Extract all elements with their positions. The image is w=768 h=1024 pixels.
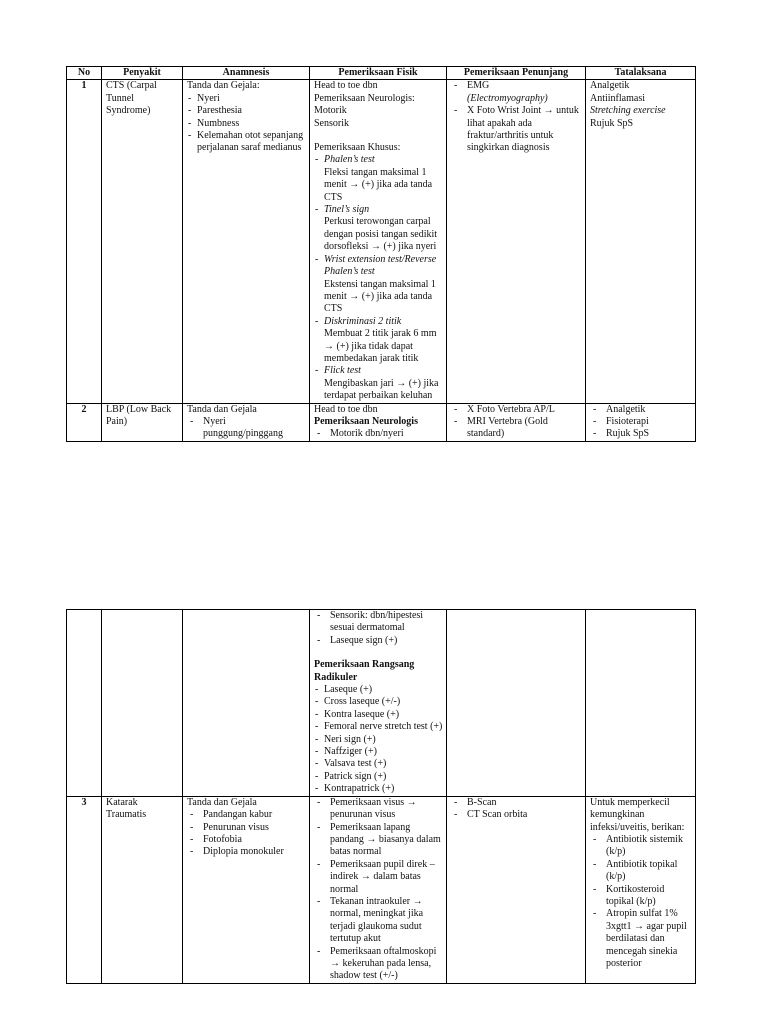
section-heading: Pemeriksaan Rangsang Radikuler <box>314 659 415 683</box>
special-test-item <box>314 204 443 254</box>
list-item: - Kontrapatrick (+) <box>314 783 443 795</box>
test-description: Mengibaskan jari → (+) jika terdapat perbaikan keluhan <box>324 377 439 402</box>
text-line: Stretching exercise <box>590 105 666 117</box>
pemeriksaan-fisik-cell <box>310 80 447 403</box>
tatalaksana-cell <box>586 796 696 983</box>
list-item: - Numbness <box>187 118 306 130</box>
exam-list <box>314 610 443 647</box>
row-number: 1 <box>67 80 102 403</box>
list-item <box>451 80 582 105</box>
exam-list <box>314 428 443 440</box>
text-line: Head to toe dbn <box>314 80 378 92</box>
list-item: - Motorik dbn/nyeri <box>314 428 443 440</box>
text-line: Analgetik <box>590 80 630 92</box>
list-item: - Nyeri punggung/pinggang <box>187 416 306 441</box>
list-item: - Diplopia monokuler <box>187 846 306 858</box>
pemeriksaan-penunjang-cell <box>447 796 586 983</box>
symptom-list <box>187 809 306 859</box>
pemeriksaan-penunjang-cell <box>447 80 586 403</box>
symptom-list <box>187 416 306 441</box>
list-item: - Valsava test (+) <box>314 758 443 770</box>
anamnesis-heading: Tanda dan Gejala: <box>187 80 260 92</box>
list-item: - Laseque (+) <box>314 684 443 696</box>
list-item: - Paresthesia <box>187 105 306 117</box>
support-exam-list <box>451 797 582 822</box>
empty-cell <box>102 610 183 797</box>
table-header-row <box>67 67 696 80</box>
list-item: - Antibiotik sistemik (k/p) <box>590 834 692 859</box>
list-item: - Kontra laseque (+) <box>314 709 443 721</box>
radikuler-test-list <box>314 684 443 796</box>
text-line: Pemeriksaan Neurologis: <box>314 92 415 104</box>
text-line: Sensorik <box>314 117 349 129</box>
list-item: - Sensorik: dbn/hipestesi sesuai dermatomal <box>314 610 443 635</box>
list-item: - Fotofobia <box>187 834 306 846</box>
khusus-heading: Pemeriksaan Khusus: <box>314 142 401 154</box>
list-item: - Pandangan kabur <box>187 809 306 821</box>
list-item: - Antibiotik topikal (k/p) <box>590 859 692 884</box>
list-item: - CT Scan orbita <box>451 809 582 821</box>
test-name: Phalen’s test <box>324 154 375 166</box>
support-exam-list <box>451 404 582 441</box>
list-item: - Femoral nerve stretch test (+) <box>314 721 443 733</box>
disease-name: Katarak Traumatis <box>102 796 183 983</box>
list-item: - Cross laseque (+/-) <box>314 696 443 708</box>
text-line: Head to toe dbn <box>314 403 378 415</box>
treatment-intro: Untuk memperkecil kemungkinan infeksi/uveitis, berikan: <box>590 796 685 833</box>
list-item: - Naffziger (+) <box>314 746 443 758</box>
list-item: - B-Scan <box>451 797 582 809</box>
anamnesis-cell <box>183 80 310 403</box>
treatment-list <box>590 834 692 970</box>
test-description: Fleksi tangan maksimal 1 menit → (+) jika ada tanda CTS <box>324 166 433 203</box>
list-item: - Rujuk SpS <box>590 428 692 440</box>
list-item: - Pemeriksaan lapang pandang → biasanya dalam batas normal <box>314 822 443 859</box>
anamnesis-heading: Tanda dan Gejala <box>187 796 257 808</box>
empty-cell <box>447 610 586 797</box>
spacer <box>314 647 443 659</box>
list-item: - Pemeriksaan visus → penurunan visus <box>314 797 443 822</box>
spacer <box>314 130 443 142</box>
pemeriksaan-fisik-cell <box>310 403 447 441</box>
list-item: - Nyeri <box>187 93 306 105</box>
anamnesis-cell <box>183 403 310 441</box>
test-description: Ekstensi tangan maksimal 1 menit → (+) jika ada tanda CTS <box>324 278 436 315</box>
test-description: Perkusi terowongan carpal dengan posisi tangan sedikit dorsofleksi → (+) jika nyeri <box>324 216 438 253</box>
list-item: - Kelemahan otot sepanjang perjalanan saraf medianus <box>187 130 306 155</box>
text-line: Motorik <box>314 105 347 117</box>
special-test-item <box>314 316 443 366</box>
pemeriksaan-fisik-cell <box>310 796 447 983</box>
support-exam-list <box>451 80 582 154</box>
emg-label: EMG <box>467 80 490 92</box>
test-description: Membuat 2 titik jarak 6 mm → (+) jika tidak dapat membedakan jarak titik <box>324 328 437 364</box>
symptom-list <box>187 93 306 155</box>
special-test-item <box>314 254 443 316</box>
empty-cell <box>586 610 696 797</box>
table-row-cts <box>67 80 696 403</box>
anamnesis-cell <box>183 796 310 983</box>
anamnesis-heading: Tanda dan Gejala <box>187 403 257 415</box>
treatment-list <box>590 404 692 441</box>
list-item: - Pemeriksaan pupil direk – indirek → dalam batas normal <box>314 859 443 896</box>
empty-cell <box>183 610 310 797</box>
tatalaksana-cell <box>586 403 696 441</box>
table-row-katarak <box>67 796 696 983</box>
disease-table-page-1 <box>66 66 696 442</box>
exam-list <box>314 797 443 983</box>
list-item: - Fisioterapi <box>590 416 692 428</box>
list-item: - Laseque sign (+) <box>314 635 443 647</box>
pemeriksaan-penunjang-cell <box>447 403 586 441</box>
header-no: No <box>67 67 102 80</box>
disease-table-page-2 <box>66 609 696 984</box>
test-name: Wrist extension test/Reverse Phalen’s test <box>324 253 437 278</box>
test-name: Tinel’s sign <box>324 204 370 216</box>
special-test-item <box>314 154 443 204</box>
text-line: Antiinflamasi <box>590 92 645 104</box>
header-penyakit: Penyakit <box>102 67 183 80</box>
row-number: 3 <box>67 796 102 983</box>
list-item: - Neri sign (+) <box>314 734 443 746</box>
disease-name: CTS (Carpal Tunnel Syndrome) <box>102 80 183 403</box>
list-item: - Atropin sulfat 1% 3xgtt1 → agar pupil berdilatasi dan mencegah sinekia posterior <box>590 908 692 970</box>
section-heading: Pemeriksaan Neurologis <box>314 415 418 427</box>
list-item: - Pemeriksaan oftalmoskopi → kekeruhan pada lensa, shadow test (+/-) <box>314 946 443 983</box>
list-item: - Kortikosteroid topikal (k/p) <box>590 884 692 909</box>
header-anamnesis: Anamnesis <box>183 67 310 80</box>
list-item: - X Foto Vertebra AP/L <box>451 404 582 416</box>
disease-name: LBP (Low Back Pain) <box>102 403 183 441</box>
list-item: - X Foto Wrist Joint → untuk lihat apakah ada fraktur/arthritis untuk singkirkan diagnosis <box>451 105 582 155</box>
list-item: - Analgetik <box>590 404 692 416</box>
row-number: 2 <box>67 403 102 441</box>
empty-cell <box>67 610 102 797</box>
header-tatalaksana: Tatalaksana <box>586 67 696 80</box>
table-row-lbp <box>67 403 696 441</box>
header-pemeriksaan-penunjang: Pemeriksaan Penunjang <box>447 67 586 80</box>
table-row-lbp-continued <box>67 610 696 797</box>
test-name: Diskriminasi 2 titik <box>324 315 402 327</box>
tatalaksana-cell <box>586 80 696 403</box>
list-item: - MRI Vertebra (Gold standard) <box>451 416 582 441</box>
list-item: - Patrick sign (+) <box>314 771 443 783</box>
pemeriksaan-fisik-cell <box>310 610 447 797</box>
emg-expansion: (Electromyography) <box>467 92 548 104</box>
list-item: - Penurunan visus <box>187 822 306 834</box>
header-pemeriksaan-fisik: Pemeriksaan Fisik <box>310 67 447 80</box>
test-name: Flick test <box>324 365 361 377</box>
special-test-item <box>314 365 443 402</box>
list-item: - Tekanan intraokuler → normal, meningkat jika terjadi glaukoma sudut tertutup akut <box>314 896 443 946</box>
special-test-list <box>314 154 443 402</box>
text-line: Rujuk SpS <box>590 117 634 129</box>
